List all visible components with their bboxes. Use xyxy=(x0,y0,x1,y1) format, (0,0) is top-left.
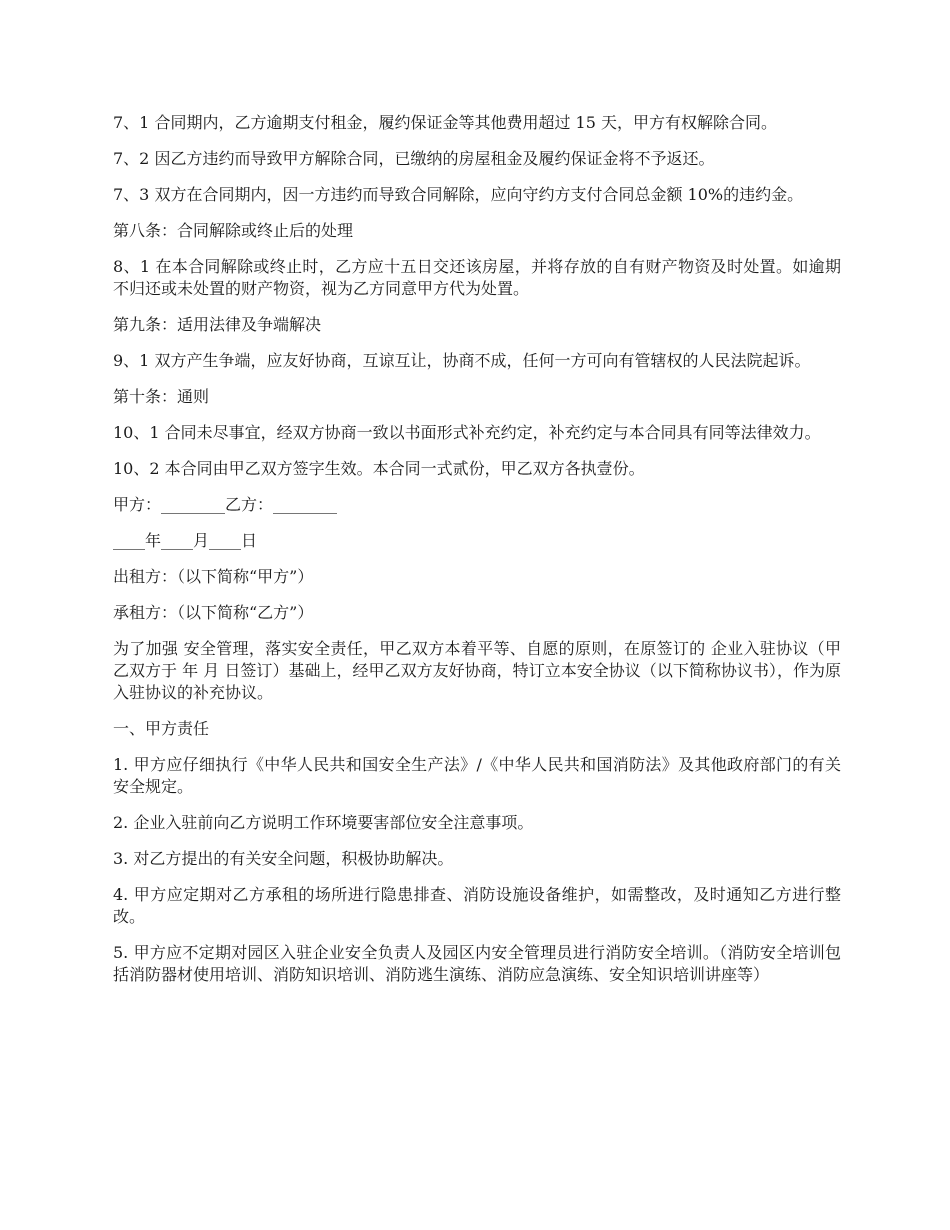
duty-4: 4. 甲方应定期对乙方承租的场所进行隐患排查、消防设施设备维护，如需整改，及时通知乙方进行整改。 xyxy=(113,885,841,926)
clause-7-3: 7、3 双方在合同期内，因一方违约而导致合同解除，应向守约方支付合同总金额 10%的违约金。 xyxy=(113,185,804,204)
duty-3: 3. 对乙方提出的有关安全问题，积极协助解决。 xyxy=(113,849,454,868)
clause-10-1: 10、1 合同未尽事宜，经双方协商一致以书面形式补充约定，补充约定与本合同具有同等法律效力。 xyxy=(113,423,821,442)
duty-1: 1. 甲方应仔细执行《中华人民共和国安全生产法》/《中华人民共和国消防法》及其他政府部门的有关安全规定。 xyxy=(113,755,841,796)
lessor-line: 出租方：（以下简称“甲方”） xyxy=(113,567,314,586)
clause-10-2: 10、2 本合同由甲乙双方签字生效。本合同一式贰份，甲乙双方各执壹份。 xyxy=(113,459,645,478)
duty-2: 2. 企业入驻前向乙方说明工作环境要害部位安全注意事项。 xyxy=(113,813,534,832)
clause-7-1: 7、1 合同期内，乙方逾期支付租金，履约保证金等其他费用超过 15 天，甲方有权解除合同。 xyxy=(113,113,777,132)
duty-5: 5. 甲方应不定期对园区入驻企业安全负责人及园区内安全管理员进行消防安全培训。（消防安全培训包括消防器材使用培训、消防知识培训、消防逃生演练、消防应急演练、安全知识培训讲座等） xyxy=(113,943,841,984)
preamble: 为了加强 安全管理，落实安全责任，甲乙双方本着平等、自愿的原则，在原签订的 企业入驻协议（甲乙双方于 年 月 日签订）基础上，经甲乙双方友好协商，特订立本安全协议（以下简称协议书），作为原入驻协议的补充协议。 xyxy=(113,639,841,702)
clause-9-1: 9、1 双方产生争端，应友好协商，互谅互让，协商不成，任何一方可向有管辖权的人民法院起诉。 xyxy=(113,351,811,370)
date-line: ____年____月____日 xyxy=(113,531,258,550)
article-9-heading: 第九条：适用法律及争端解决 xyxy=(113,315,322,334)
document-body xyxy=(113,112,841,1000)
article-10-heading: 第十条：通则 xyxy=(113,387,210,406)
signature-line: 甲方：________乙方：________ xyxy=(113,495,338,514)
clause-7-2: 7、2 因乙方违约而导致甲方解除合同，已缴纳的房屋租金及履约保证金将不予返还。 xyxy=(113,149,715,168)
article-8-heading: 第八条：合同解除或终止后的处理 xyxy=(113,221,354,240)
lessee-line: 承租方：（以下简称“乙方”） xyxy=(113,603,314,622)
clause-8-1: 8、1 在本合同解除或终止时，乙方应十五日交还该房屋，并将存放的自有财产物资及时处置。如逾期不归还或未处置的财产物资，视为乙方同意甲方代为处置。 xyxy=(113,257,841,298)
section-1-heading: 一、甲方责任 xyxy=(113,719,210,738)
